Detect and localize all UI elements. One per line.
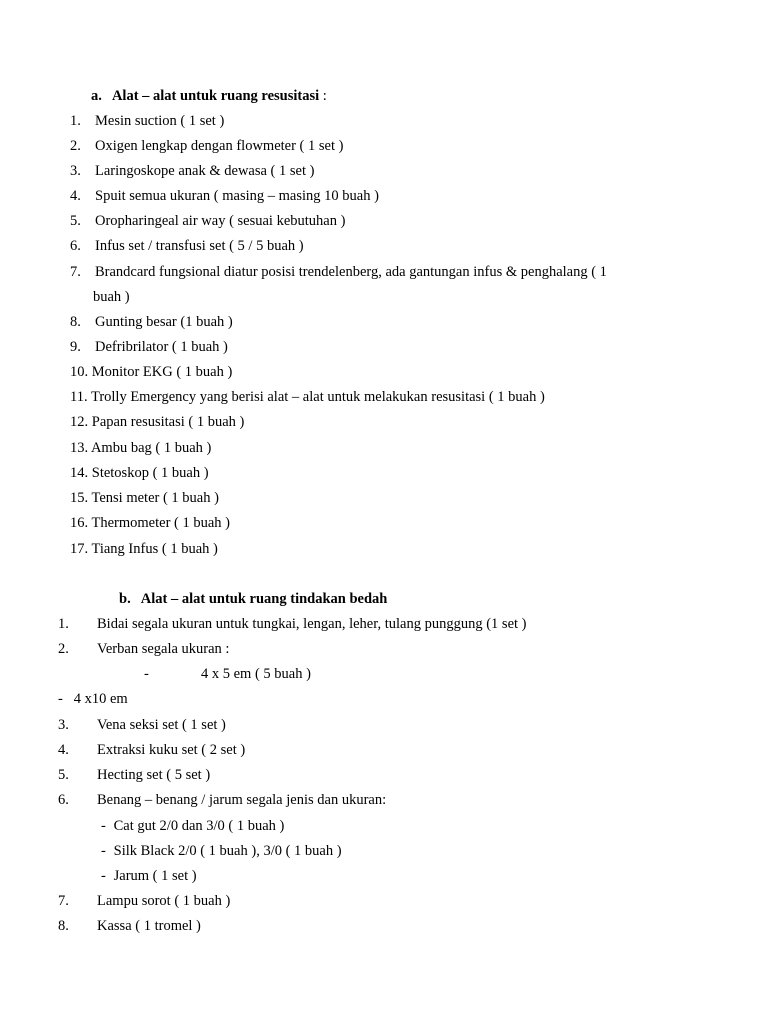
- section-b-title: Alat – alat untuk ruang tindakan bedah: [140, 591, 388, 607]
- list-item: 17. Tiang Infus ( 1 buah ): [70, 541, 218, 557]
- list-item: 9. Defribrilator ( 1 buah ): [70, 339, 228, 355]
- section-b-heading: [119, 590, 387, 608]
- section-a-marker: a.: [91, 88, 102, 104]
- list-item: 7. Lampu sorot ( 1 buah ): [58, 893, 231, 909]
- list-item: 2. Oxigen lengkap dengan flowmeter ( 1 set ): [70, 138, 344, 154]
- list-item: 11. Trolly Emergency yang berisi alat – alat untuk melakukan resusitasi ( 1 buah ): [70, 389, 545, 405]
- list-item: 8. Gunting besar (1 buah ): [70, 314, 233, 330]
- sub-list-item: - Jarum ( 1 set ): [101, 868, 197, 884]
- list-item: 7. Brandcard fungsional diatur posisi trendelenberg, ada gantungan infus & penghalang ( 1: [70, 264, 607, 280]
- list-item: 10. Monitor EKG ( 1 buah ): [70, 364, 233, 380]
- section-b-marker: b.: [119, 591, 131, 607]
- list-item: 3. Vena seksi set ( 1 set ): [58, 717, 226, 733]
- list-item: 5. Oropharingeal air way ( sesuai kebutuhan ): [70, 213, 346, 229]
- list-item: 8. Kassa ( 1 tromel ): [58, 918, 201, 934]
- list-item-continuation: buah ): [93, 289, 130, 305]
- list-item: 4. Extraksi kuku set ( 2 set ): [58, 742, 246, 758]
- list-item: 1. Mesin suction ( 1 set ): [70, 113, 225, 129]
- sub-list-item: - Cat gut 2/0 dan 3/0 ( 1 buah ): [101, 818, 285, 834]
- sub-list-item: - Silk Black 2/0 ( 1 buah ), 3/0 ( 1 buah ): [101, 843, 342, 859]
- list-item: 3. Laringoskope anak & dewasa ( 1 set ): [70, 163, 315, 179]
- list-item: 6. Benang – benang / jarum segala jenis dan ukuran:: [58, 792, 387, 808]
- section-a-heading: [91, 87, 327, 105]
- list-item: 13. Ambu bag ( 1 buah ): [70, 440, 212, 456]
- list-item: 14. Stetoskop ( 1 buah ): [70, 465, 209, 481]
- section-a-title-suffix: :: [319, 88, 327, 104]
- section-a-title: Alat – alat untuk ruang resusitasi: [111, 88, 320, 104]
- list-item: 2. Verban segala ukuran :: [58, 641, 230, 657]
- list-item: 1. Bidai segala ukuran untuk tungkai, lengan, leher, tulang punggung (1 set ): [58, 616, 527, 632]
- sub-list-item: - 4 x 5 em ( 5 buah ): [144, 666, 311, 682]
- list-item: 6. Infus set / transfusi set ( 5 / 5 buah ): [70, 238, 304, 254]
- list-item: 4. Spuit semua ukuran ( masing – masing 10 buah ): [70, 188, 379, 204]
- list-item: 16. Thermometer ( 1 buah ): [70, 515, 231, 531]
- sub-list-item: - 4 x10 em: [58, 691, 128, 707]
- list-item: 5. Hecting set ( 5 set ): [58, 767, 211, 783]
- list-item: 12. Papan resusitasi ( 1 buah ): [70, 414, 245, 430]
- list-item: 15. Tensi meter ( 1 buah ): [70, 490, 219, 506]
